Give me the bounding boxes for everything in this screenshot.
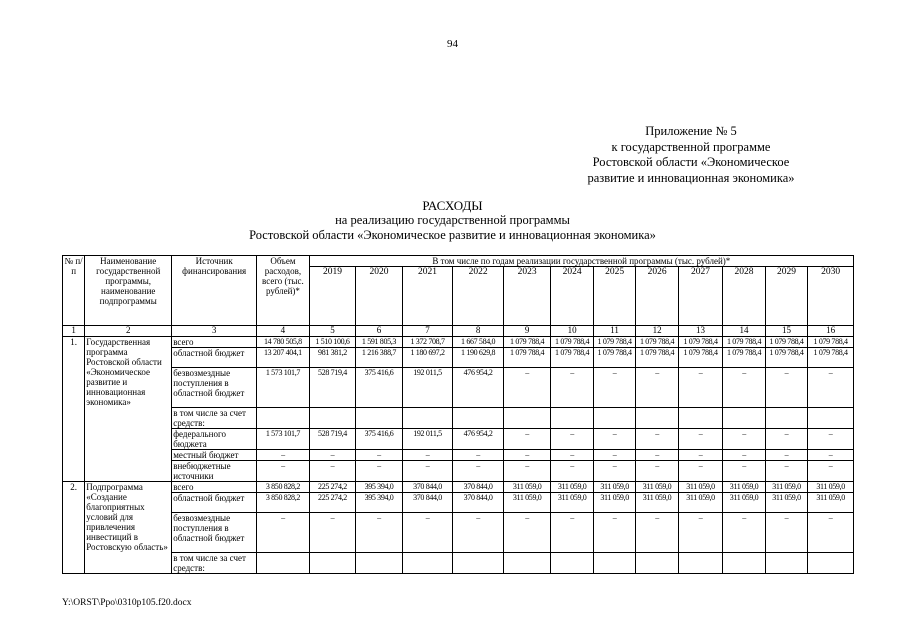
year-value: 528 719,4 bbox=[309, 368, 356, 408]
year-value: 528 719,4 bbox=[309, 429, 356, 450]
program-name: Подпрограмма «Создание благоприятных условий для привлечения инвестиций в Ростовскую область» bbox=[85, 482, 172, 574]
year-header: 2027 bbox=[678, 267, 722, 326]
table-row bbox=[63, 482, 854, 493]
year-value: 1 079 788,4 bbox=[723, 348, 765, 368]
title-line-2: на реализацию государственной программы bbox=[335, 213, 570, 227]
year-value: 1 667 584,0 bbox=[453, 337, 504, 348]
table-row bbox=[63, 493, 854, 513]
year-value bbox=[551, 553, 593, 574]
year-value bbox=[503, 553, 551, 574]
year-value: 375 416,6 bbox=[356, 429, 403, 450]
year-value: 311 059,0 bbox=[808, 493, 854, 513]
year-value: – bbox=[723, 368, 765, 408]
total-value bbox=[257, 553, 310, 574]
year-value: 192 011,5 bbox=[402, 368, 453, 408]
year-header: 2029 bbox=[765, 267, 807, 326]
year-value: 1 079 788,4 bbox=[678, 348, 722, 368]
column-number: 7 bbox=[402, 326, 453, 337]
table-row bbox=[63, 348, 854, 368]
year-value: 311 059,0 bbox=[551, 493, 593, 513]
column-number: 10 bbox=[551, 326, 593, 337]
year-value: 311 059,0 bbox=[808, 482, 854, 493]
column-numbers-row bbox=[63, 326, 854, 337]
year-value: 311 059,0 bbox=[765, 493, 807, 513]
year-value: – bbox=[551, 450, 593, 461]
year-value bbox=[765, 553, 807, 574]
year-value: – bbox=[636, 450, 678, 461]
year-value: – bbox=[593, 368, 635, 408]
year-header: 2024 bbox=[551, 267, 593, 326]
appendix-block bbox=[541, 124, 841, 186]
funding-source: всего bbox=[172, 482, 257, 493]
year-value: – bbox=[678, 461, 722, 482]
year-value: 311 059,0 bbox=[636, 482, 678, 493]
table-row bbox=[63, 408, 854, 429]
title-line-3: Ростовской области «Экономическое развитие и инновационная экономика» bbox=[249, 228, 656, 242]
header-no: № п/п bbox=[63, 256, 85, 326]
funding-source: в том числе за счет средств: bbox=[172, 408, 257, 429]
funding-source: безвозмездные поступления в областной бюджет bbox=[172, 513, 257, 553]
year-value: – bbox=[593, 450, 635, 461]
year-header: 2019 bbox=[309, 267, 356, 326]
year-value: 225 274,2 bbox=[309, 493, 356, 513]
funding-source: областной бюджет bbox=[172, 348, 257, 368]
year-value: 1 079 788,4 bbox=[551, 337, 593, 348]
year-value: 476 954,2 bbox=[453, 368, 504, 408]
year-value bbox=[402, 553, 453, 574]
year-value bbox=[309, 408, 356, 429]
funding-source: всего bbox=[172, 337, 257, 348]
year-value bbox=[402, 408, 453, 429]
total-value bbox=[257, 408, 310, 429]
column-number: 12 bbox=[636, 326, 678, 337]
column-number: 16 bbox=[808, 326, 854, 337]
year-value: – bbox=[808, 368, 854, 408]
year-value: – bbox=[765, 429, 807, 450]
table-body bbox=[63, 337, 854, 574]
year-value: – bbox=[593, 461, 635, 482]
year-value: – bbox=[356, 513, 403, 553]
total-value: 14 780 505,8 bbox=[257, 337, 310, 348]
total-value: 3 850 828,2 bbox=[257, 493, 310, 513]
year-header: 2028 bbox=[723, 267, 765, 326]
funding-source: внебюджетные источники bbox=[172, 461, 257, 482]
year-value: 1 180 697,2 bbox=[402, 348, 453, 368]
year-value: 476 954,2 bbox=[453, 429, 504, 450]
year-value: 981 381,2 bbox=[309, 348, 356, 368]
year-value: 1 079 788,4 bbox=[808, 337, 854, 348]
year-value: – bbox=[723, 513, 765, 553]
year-value: 311 059,0 bbox=[503, 482, 551, 493]
funding-source: в том числе за счет средств: bbox=[172, 553, 257, 574]
year-value bbox=[636, 553, 678, 574]
year-value: – bbox=[551, 429, 593, 450]
year-value: 370 844,0 bbox=[402, 493, 453, 513]
year-value: – bbox=[723, 429, 765, 450]
year-value bbox=[551, 408, 593, 429]
year-value: – bbox=[636, 461, 678, 482]
year-value: – bbox=[402, 450, 453, 461]
year-value: – bbox=[309, 461, 356, 482]
year-value: – bbox=[402, 461, 453, 482]
year-value bbox=[593, 408, 635, 429]
year-value: – bbox=[723, 450, 765, 461]
year-value: 1 079 788,4 bbox=[765, 348, 807, 368]
year-value: – bbox=[808, 513, 854, 553]
year-value: – bbox=[309, 513, 356, 553]
year-value: – bbox=[503, 513, 551, 553]
year-value: – bbox=[678, 429, 722, 450]
table-row bbox=[63, 368, 854, 408]
year-value bbox=[678, 408, 722, 429]
year-value bbox=[723, 553, 765, 574]
year-value: – bbox=[453, 461, 504, 482]
funding-source: областной бюджет bbox=[172, 493, 257, 513]
year-value bbox=[356, 408, 403, 429]
year-value: – bbox=[765, 513, 807, 553]
year-value: – bbox=[503, 368, 551, 408]
year-value: – bbox=[636, 513, 678, 553]
table-row bbox=[63, 513, 854, 553]
year-value: 370 844,0 bbox=[453, 482, 504, 493]
year-value: 1 079 788,4 bbox=[503, 337, 551, 348]
year-value: – bbox=[808, 450, 854, 461]
year-value bbox=[723, 408, 765, 429]
appendix-line-2: к государственной программе bbox=[611, 139, 771, 154]
year-value bbox=[808, 553, 854, 574]
total-value: 1 573 101,7 bbox=[257, 368, 310, 408]
year-value: 1 510 100,6 bbox=[309, 337, 356, 348]
year-value: – bbox=[309, 450, 356, 461]
year-value: 311 059,0 bbox=[593, 493, 635, 513]
table-row bbox=[63, 553, 854, 574]
column-number: 3 bbox=[172, 326, 257, 337]
page-number: 94 bbox=[447, 38, 458, 50]
header-source: Источник финансирования bbox=[172, 256, 257, 326]
year-value: 192 011,5 bbox=[402, 429, 453, 450]
column-number: 14 bbox=[723, 326, 765, 337]
year-header: 2026 bbox=[636, 267, 678, 326]
year-value: 1 372 708,7 bbox=[402, 337, 453, 348]
year-value: 311 059,0 bbox=[503, 493, 551, 513]
year-value: 311 059,0 bbox=[723, 482, 765, 493]
total-value: 1 573 101,7 bbox=[257, 429, 310, 450]
row-number: 2. bbox=[63, 482, 85, 574]
year-value bbox=[356, 553, 403, 574]
year-value: 1 216 388,7 bbox=[356, 348, 403, 368]
table-row bbox=[63, 337, 854, 348]
column-number: 13 bbox=[678, 326, 722, 337]
year-value: 1 591 805,3 bbox=[356, 337, 403, 348]
year-value: – bbox=[593, 513, 635, 553]
table-header bbox=[63, 256, 854, 337]
year-value: 1 079 788,4 bbox=[808, 348, 854, 368]
year-value: – bbox=[503, 450, 551, 461]
year-value: – bbox=[636, 429, 678, 450]
year-value: – bbox=[551, 368, 593, 408]
total-value: – bbox=[257, 461, 310, 482]
total-value: – bbox=[257, 450, 310, 461]
total-value: 3 850 828,2 bbox=[257, 482, 310, 493]
year-value: 1 079 788,4 bbox=[636, 337, 678, 348]
year-value: 311 059,0 bbox=[723, 493, 765, 513]
year-value: 1 190 629,8 bbox=[453, 348, 504, 368]
header-volume: Объем расходов, всего (тыс. рублей)* bbox=[257, 256, 310, 326]
header-name: Наименование государственной программы, наименование подпрограммы bbox=[85, 256, 172, 326]
year-value: 1 079 788,4 bbox=[765, 337, 807, 348]
year-value: – bbox=[551, 513, 593, 553]
year-value bbox=[678, 553, 722, 574]
year-header: 2020 bbox=[356, 267, 403, 326]
year-value: 311 059,0 bbox=[765, 482, 807, 493]
year-value: 225 274,2 bbox=[309, 482, 356, 493]
appendix-line-4: развитие и инновационная экономика» bbox=[587, 170, 795, 185]
year-value: – bbox=[678, 368, 722, 408]
year-value: – bbox=[453, 513, 504, 553]
year-value: 311 059,0 bbox=[551, 482, 593, 493]
header-by-years: В том числе по годам реализации государственной программы (тыс. рублей)* bbox=[309, 256, 853, 267]
year-value bbox=[636, 408, 678, 429]
year-value: 370 844,0 bbox=[402, 482, 453, 493]
year-value: 311 059,0 bbox=[636, 493, 678, 513]
year-value: 311 059,0 bbox=[593, 482, 635, 493]
year-value: – bbox=[678, 513, 722, 553]
table-row bbox=[63, 450, 854, 461]
year-value: 1 079 788,4 bbox=[723, 337, 765, 348]
year-header: 2023 bbox=[503, 267, 551, 326]
year-value: – bbox=[503, 461, 551, 482]
year-value: – bbox=[765, 368, 807, 408]
year-value: – bbox=[593, 429, 635, 450]
year-value bbox=[593, 553, 635, 574]
year-value: 1 079 788,4 bbox=[503, 348, 551, 368]
footer-file-path: Y:\ORST\Ppo\0310p105.f20.docx bbox=[62, 598, 192, 608]
year-value: 1 079 788,4 bbox=[551, 348, 593, 368]
year-value: 370 844,0 bbox=[453, 493, 504, 513]
year-value: – bbox=[356, 461, 403, 482]
total-value: 13 207 404,1 bbox=[257, 348, 310, 368]
year-value: – bbox=[636, 368, 678, 408]
year-value: – bbox=[808, 429, 854, 450]
year-header: 2022 bbox=[453, 267, 504, 326]
year-value: – bbox=[356, 450, 403, 461]
year-value: 375 416,6 bbox=[356, 368, 403, 408]
funding-source: федерального бюджета bbox=[172, 429, 257, 450]
row-number: 1. bbox=[63, 337, 85, 482]
year-value: – bbox=[551, 461, 593, 482]
year-value: 1 079 788,4 bbox=[678, 337, 722, 348]
year-value: – bbox=[808, 461, 854, 482]
year-value bbox=[808, 408, 854, 429]
column-number: 6 bbox=[356, 326, 403, 337]
appendix-line-3: Ростовской области «Экономическое bbox=[592, 155, 790, 169]
year-value bbox=[453, 408, 504, 429]
funding-source: безвозмездные поступления в областной бюджет bbox=[172, 368, 257, 408]
year-value: – bbox=[765, 461, 807, 482]
document-title bbox=[0, 198, 905, 243]
table-row bbox=[63, 461, 854, 482]
year-header: 2021 bbox=[402, 267, 453, 326]
year-header: 2025 bbox=[593, 267, 635, 326]
column-number: 8 bbox=[453, 326, 504, 337]
year-value: – bbox=[503, 429, 551, 450]
column-number: 15 bbox=[765, 326, 807, 337]
column-number: 5 bbox=[309, 326, 356, 337]
year-header: 2030 bbox=[808, 267, 854, 326]
year-value: 395 394,0 bbox=[356, 493, 403, 513]
expenses-table bbox=[62, 255, 854, 574]
appendix-line-1: Приложение № 5 bbox=[645, 124, 737, 138]
column-number: 1 bbox=[63, 326, 85, 337]
funding-source: местный бюджет bbox=[172, 450, 257, 461]
table-row bbox=[63, 429, 854, 450]
year-value: 1 079 788,4 bbox=[593, 337, 635, 348]
total-value: – bbox=[257, 513, 310, 553]
year-value: – bbox=[453, 450, 504, 461]
year-value bbox=[503, 408, 551, 429]
year-value: 395 394,0 bbox=[356, 482, 403, 493]
year-value: 311 059,0 bbox=[678, 493, 722, 513]
year-value bbox=[765, 408, 807, 429]
title-main: РАСХОДЫ bbox=[422, 198, 483, 213]
year-value: 1 079 788,4 bbox=[636, 348, 678, 368]
year-value: – bbox=[402, 513, 453, 553]
year-value: 311 059,0 bbox=[678, 482, 722, 493]
program-name: Государственная программа Ростовской области «Экономическое развитие и инновационная экономика» bbox=[85, 337, 172, 482]
year-value bbox=[453, 553, 504, 574]
year-value: 1 079 788,4 bbox=[593, 348, 635, 368]
column-number: 2 bbox=[85, 326, 172, 337]
year-value bbox=[309, 553, 356, 574]
year-value: – bbox=[723, 461, 765, 482]
column-number: 4 bbox=[257, 326, 310, 337]
year-value: – bbox=[765, 450, 807, 461]
column-number: 11 bbox=[593, 326, 635, 337]
year-value: – bbox=[678, 450, 722, 461]
column-number: 9 bbox=[503, 326, 551, 337]
